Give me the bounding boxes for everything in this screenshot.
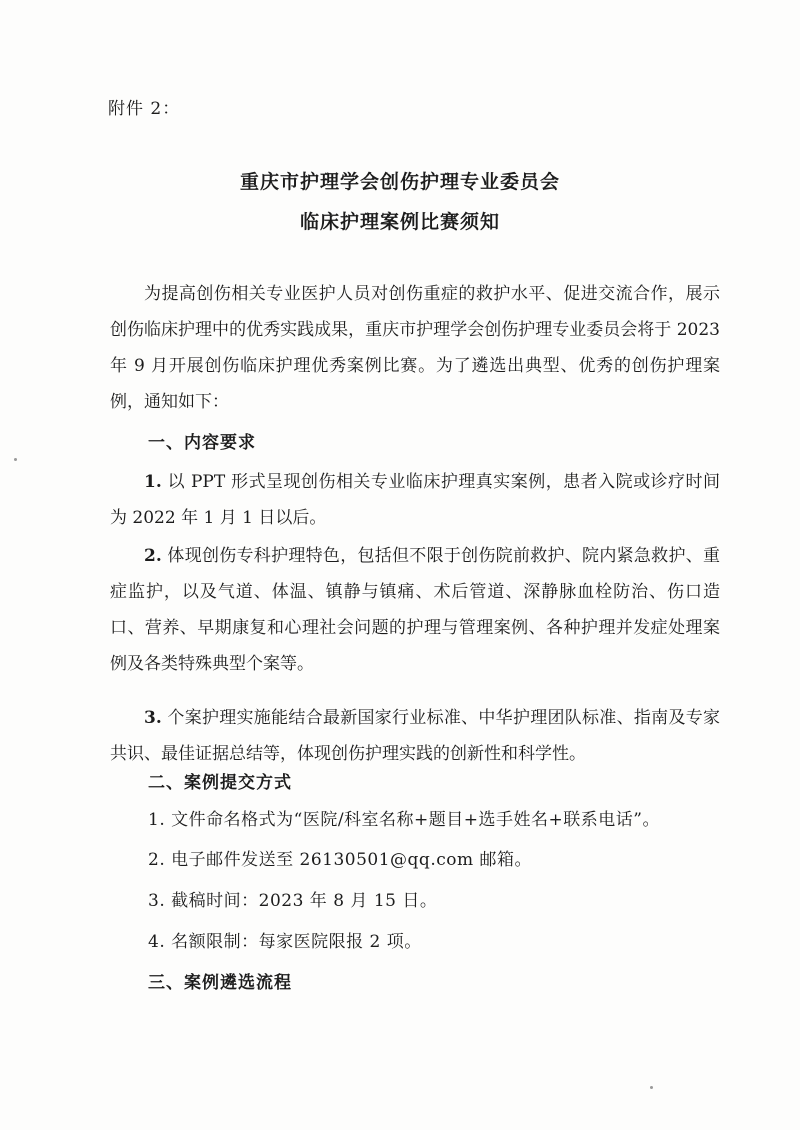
section2-item-3: 3. 截稿时间：2023 年 8 月 15 日。: [148, 891, 438, 911]
document-subtitle: 临床护理案例比赛须知: [299, 211, 500, 233]
section1-item-1-text: 以 PPT 形式呈现创伤相关专业临床护理真实案例，患者入院或诊疗时间为 2022 年 1 月 1 日以后。: [110, 472, 720, 528]
section1-item-2: [110, 538, 720, 682]
intro-paragraph: 为提高创伤相关专业医护人员对创伤重症的救护水平、促进交流合作，展示创伤临床护理中的优秀实践成果，重庆市护理学会创伤护理专业委员会将于 2023 年 9 月开展创伤临床护理优秀案例比赛。为了遴选出典型、优秀的创伤护理案例，通知如下：: [110, 284, 720, 412]
section1-item-3-number: 3.: [144, 708, 162, 728]
scan-speck: [14, 458, 17, 461]
section1-item-3-text: 个案护理实施能结合最新国家行业标准、中华护理团队标准、指南及专家共识、最佳证据总结等，体现创伤护理实践的创新性和科学性。: [110, 708, 720, 764]
document-title: 重庆市护理学会创伤护理专业委员会: [239, 171, 560, 193]
section1-item-2-text: 体现创伤专科护理特色，包括但不限于创伤院前救护、院内紧急救护、重症监护，以及气道、体温、镇静与镇痛、术后管道、深静脉血栓防治、伤口造口、营养、早期康复和心理社会问题的护理与管理案例、各种护理并发症处理案例及各类特殊典型个案等。: [110, 546, 720, 674]
section2-item-1: 1. 文件命名格式为“医院/科室名称+题目+选手姓名+联系电话”。: [148, 810, 660, 830]
section2-item-4: 4. 名额限制：每家医院限报 2 项。: [148, 932, 422, 952]
section1-item-1-number: 1.: [144, 472, 162, 492]
scan-speck: [650, 1086, 653, 1089]
section1-heading: 一、内容要求: [148, 433, 256, 453]
section1-item-3: [110, 700, 720, 772]
section1-item-1: [110, 464, 720, 536]
section2-item-2: 2. 电子邮件发送至 26130501@qq.com 邮箱。: [148, 850, 533, 870]
section3-heading: 三、案例遴选流程: [148, 973, 292, 993]
section1-item-2-number: 2.: [144, 546, 162, 566]
section2-heading: 二、案例提交方式: [148, 773, 292, 793]
attachment-label: 附件 2：: [108, 99, 181, 119]
